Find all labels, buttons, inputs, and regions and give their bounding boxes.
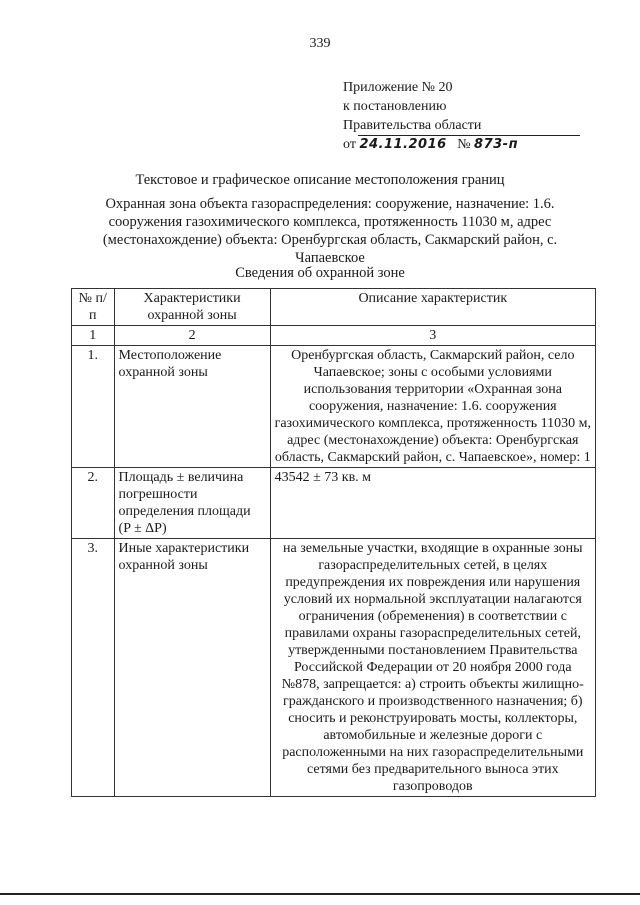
page-number: 339 <box>309 36 331 51</box>
handwritten-date: 24.11.2016 <box>359 137 447 152</box>
date-underline <box>358 135 580 136</box>
row-description: 43542 ± 73 кв. м <box>270 468 595 539</box>
document-title: Текстовое и графическое описание местоположения границ <box>135 172 505 188</box>
column-number-row <box>72 326 596 346</box>
row-characteristic: Иные характеристики охранной зоны <box>114 539 270 797</box>
zone-info-table <box>71 288 596 797</box>
row-description: Оренбургская область, Сакмарский район, село Чапаевское; зоны с особыми условиями использования территории «Охранная зона сооружения, назначение: 1.6. сооружения газохимического комплекса, протяженность 11030 м, адрес (местонахождение) объекта: Оренбургская область, Сакмарский район, с. Чапаевское», номер: 1 <box>270 346 595 468</box>
row-description: на земельные участки, входящие в охранные зоны газораспределительных сетей, в целях предупреждения их повреждения или нарушения условий их нормальной эксплуатации налагаются ограничения (обременения) в соответствии с правилами охраны газораспределительных сетей, утвержденными постановлением Правительства Российской Федерации от 20 ноября 2000 года №878, запрещается: а) строить объекты жилищно-гражданского и производственного назначения; б) сносить и реконструировать мосты, коллекторы, автомобильные и железные дороги с расположенными на них газораспределительными сетями без предварительного выноса этих газопроводов <box>270 539 595 797</box>
column-number: 2 <box>114 326 270 346</box>
column-number: 3 <box>270 326 595 346</box>
header-num: № п/п <box>72 289 115 326</box>
appendix-line-1: Приложение № 20 <box>343 80 453 95</box>
row-characteristic: Площадь ± величина погрешности определения площади (P ± ΔP) <box>114 468 270 539</box>
row-num: 3. <box>72 539 115 797</box>
table-row <box>72 346 596 468</box>
header-description: Описание характеристик <box>270 289 595 326</box>
table-title: Сведения об охранной зоне <box>235 265 405 281</box>
appendix-line-2: к постановлению <box>343 99 447 114</box>
from-label: от <box>343 137 356 152</box>
handwritten-number: 873-п <box>474 137 519 152</box>
page-bottom-rule <box>0 893 640 895</box>
row-num: 1. <box>72 346 115 468</box>
table-header-row <box>72 289 596 326</box>
row-characteristic: Местоположение охранной зоны <box>114 346 270 468</box>
table-row <box>72 468 596 539</box>
appendix-date-line <box>343 135 518 154</box>
document-subject: Охранная зона объекта газораспределения: сооружение, назначение: 1.6. сооружения газохимического комплекса, протяженность 11030 м, адрес (местонахождение) объекта: Оренбургская область, Сакмарский район, с. Чапаевское <box>102 196 558 266</box>
table-row <box>72 539 596 797</box>
appendix-block <box>343 78 518 154</box>
number-label: № <box>457 137 471 152</box>
column-number: 1 <box>72 326 115 346</box>
row-num: 2. <box>72 468 115 539</box>
appendix-line-3: Правительства области <box>343 118 482 133</box>
header-characteristic: Характеристики охранной зоны <box>114 289 270 326</box>
